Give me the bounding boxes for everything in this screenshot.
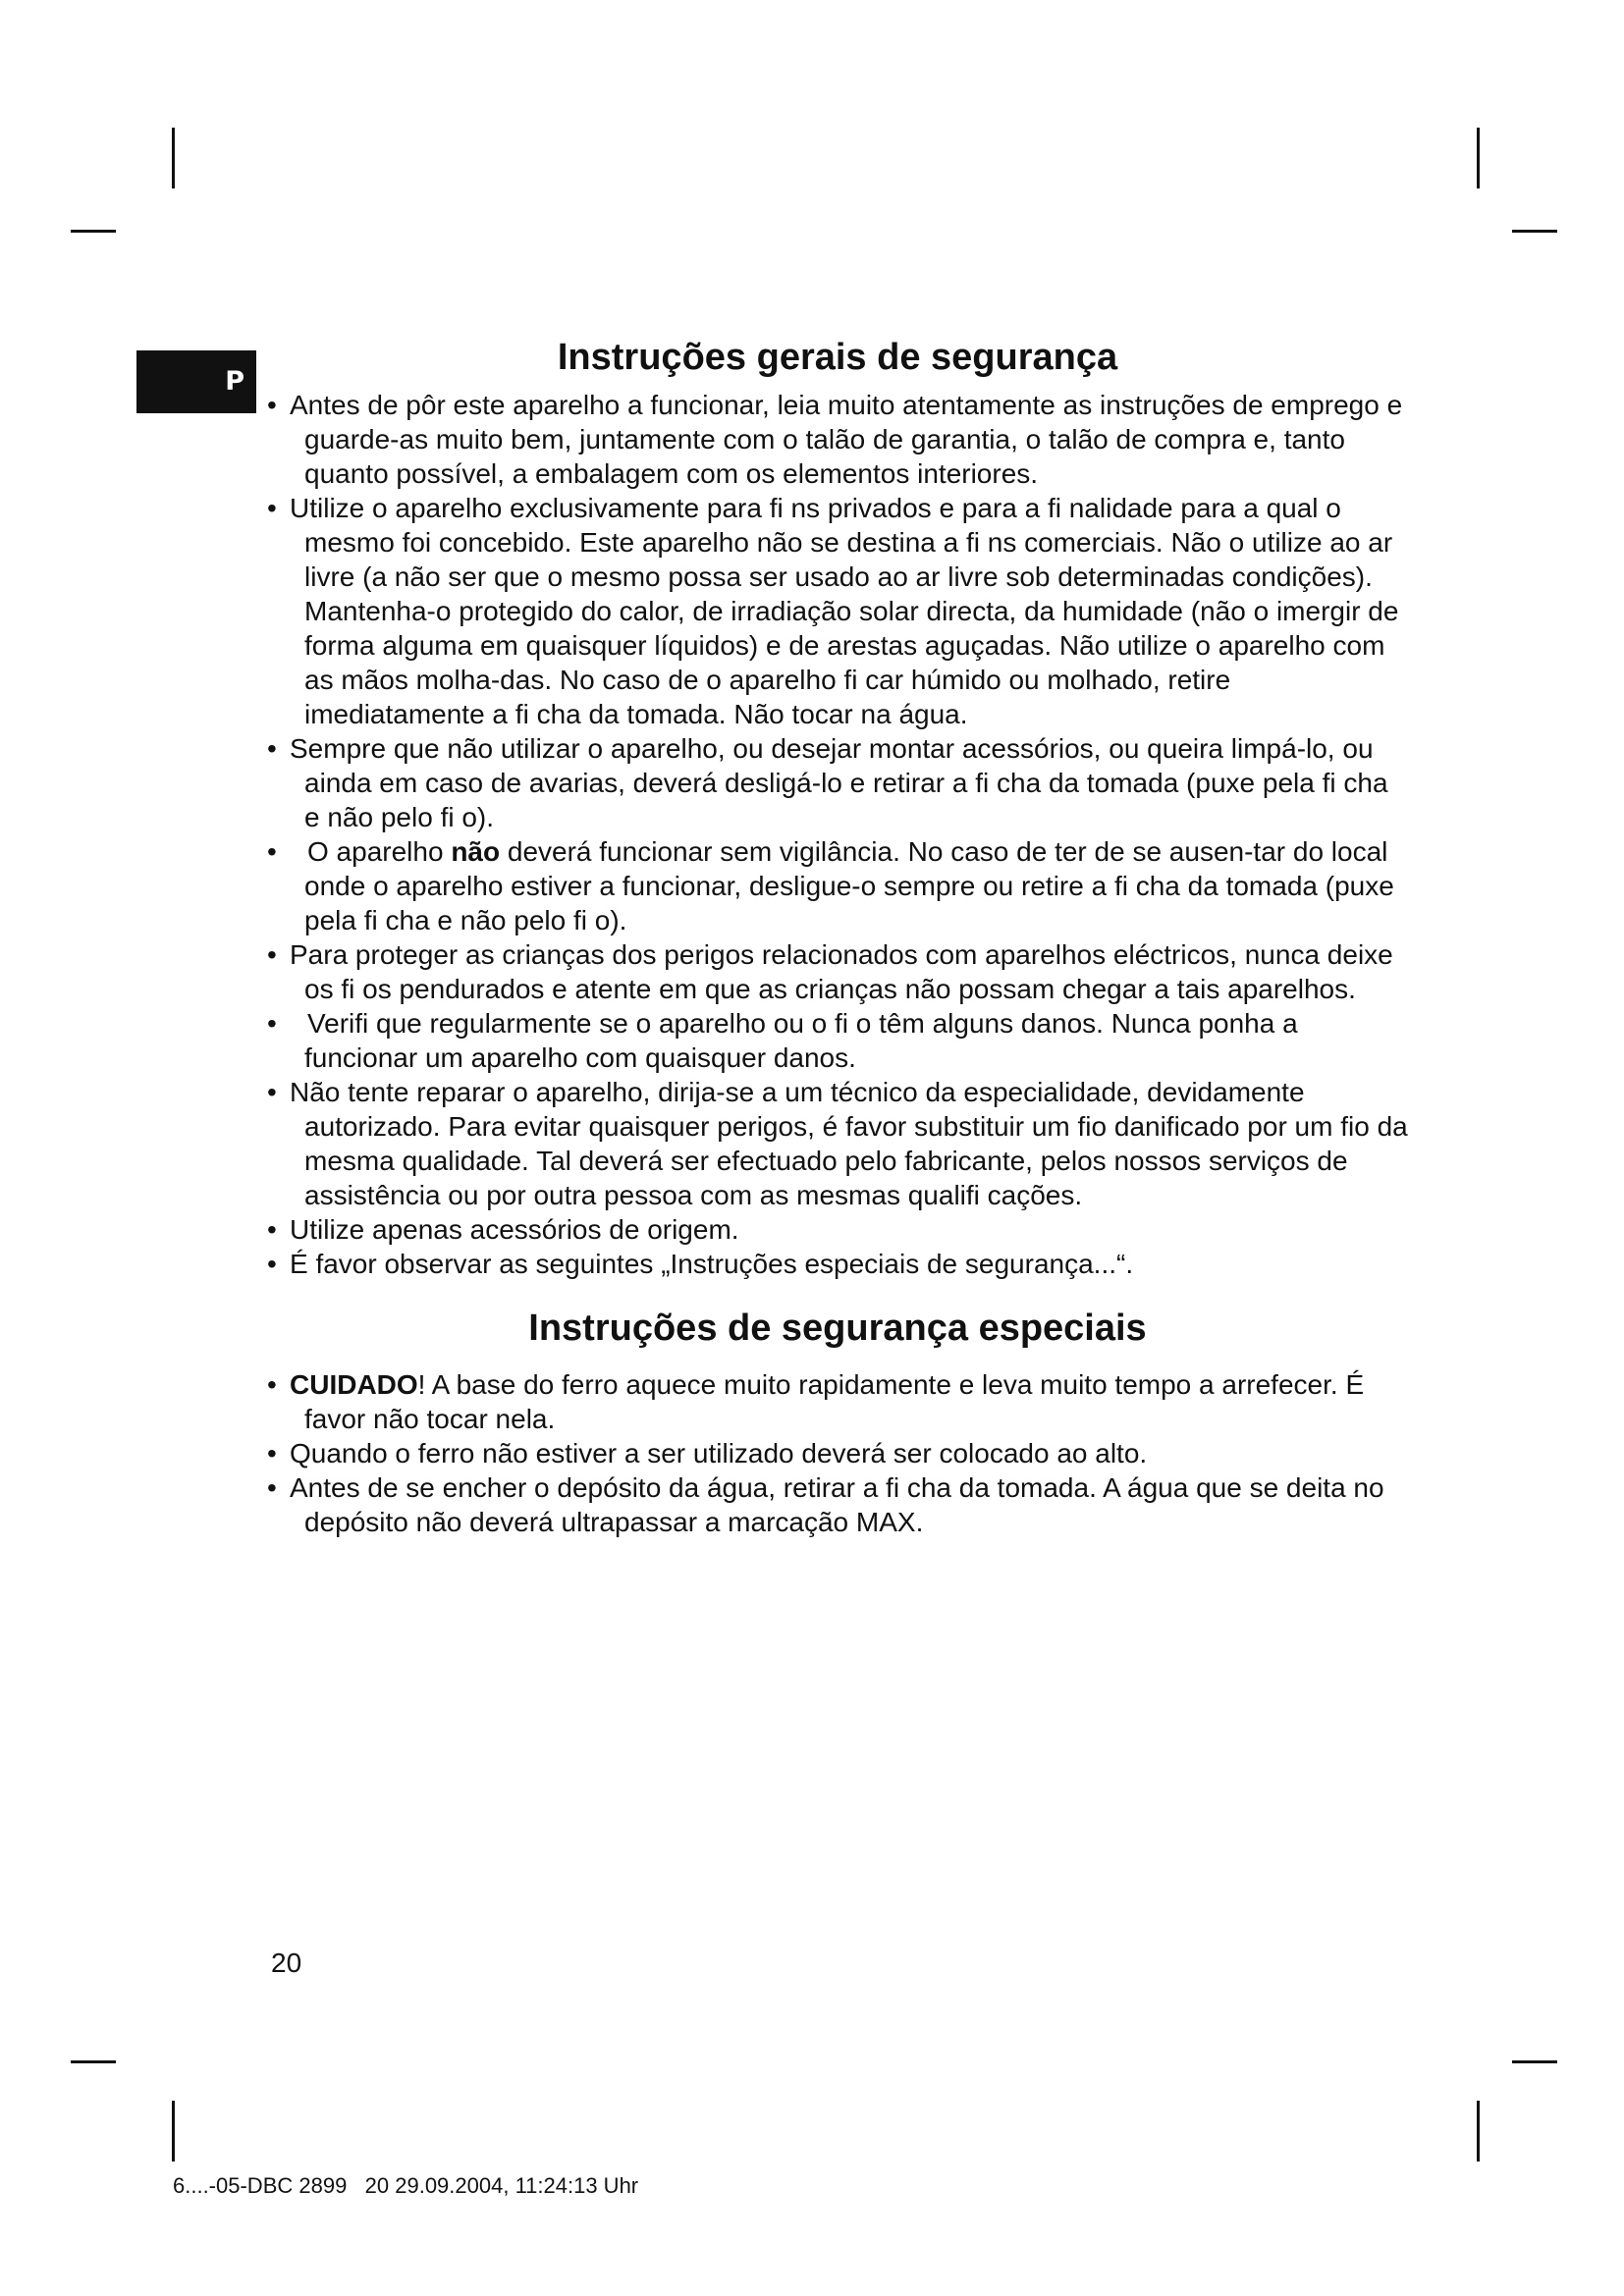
crop-mark — [1512, 2060, 1557, 2063]
crop-mark — [71, 2060, 116, 2063]
list-item — [267, 388, 1408, 491]
list-item — [267, 937, 1408, 1006]
page-number: 20 — [271, 1948, 302, 1978]
item-text: É favor observar as seguintes „Instruções especiais de segurança...“. — [290, 1249, 1134, 1280]
section-title-special-safety: Instruções de segurança especiais — [528, 1308, 1147, 1350]
item-text: Antes de pôr este aparelho a funcionar, leia muito atentamente as instruções de emprego e guarde-as muito bem, juntamente com o talão de garantia, o talão de compra e, tanto quanto possível, a embalagem com os elementos interiores. — [290, 390, 1403, 490]
crop-mark — [172, 2101, 175, 2162]
special-safety-list — [267, 1367, 1408, 1539]
item-text: Não tente reparar o aparelho, dirija-se a um técnico da especialidade, devidamente autorizado. Para evitar quaisquer perigos, é favor substituir um fio danificado por um fio da mesma qualidade. Tal deverá ser efectuado pelo fabricante, pelos nossos serviços de assistência ou por outra pessoa com as mesmas qualifi cações. — [290, 1077, 1408, 1211]
list-item — [267, 1470, 1408, 1539]
item-text: Quando o ferro não estiver a ser utilizado deverá ser colocado ao alto. — [290, 1437, 1148, 1468]
crop-mark — [1512, 230, 1557, 233]
item-text: Antes de se encher o depósito da água, retirar a fi cha da tomada. A água que se deita no depósito não deverá ultrapassar a marcação MAX. — [290, 1471, 1384, 1537]
list-item — [267, 1367, 1408, 1436]
crop-mark — [172, 128, 175, 188]
section-title-general-safety: Instruções gerais de segurança — [557, 337, 1118, 378]
language-tab: P — [136, 350, 256, 413]
item-text: Sempre que não utilizar o aparelho, ou desejar montar acessórios, ou queira limpá-lo, ou ainda em caso de avarias, deverá desligá-lo e retirar a fi cha da tomada (puxe pela fi cha e não pelo fi o). — [290, 733, 1388, 833]
crop-mark — [71, 230, 116, 233]
item-text: Para proteger as crianças dos perigos relacionados com aparelhos eléctricos, nunca deixe os fi os pendurados e atente em que as crianças não possam chegar a tais aparelhos. — [290, 939, 1393, 1005]
item-text: Verifi que regularmente se o aparelho ou o fi o têm alguns danos. Nunca ponha a funcionar um aparelho com quaisquer danos. — [304, 1008, 1298, 1074]
list-item — [267, 1075, 1408, 1212]
print-metadata: 6....-05-DBC 2899 20 29.09.2004, 11:24:13 Uhr — [173, 2173, 639, 2198]
item-text: ! A base do ferro aquece muito rapidamente e leva muito tempo a arrefecer. É favor não tocar nela. — [304, 1368, 1365, 1434]
item-text: Utilize o aparelho exclusivamente para fi ns privados e para a fi nalidade para a qual o mesmo foi concebido. Este aparelho não se destina a fi ns comerciais. Não o utilize ao ar livre (a não ser que o mesmo possa ser usado ao ar livre sob determinadas condições). Mantenha-o protegido do calor, de irradiação solar directa, da humidade (não o imergir de forma alguma em quaisquer líquidos) e de arestas aguçadas. Não utilize o aparelho com as mãos molha-das. No caso de o aparelho fi car húmido ou molhado, retire imediatamente a fi cha da tomada. Não tocar na água. — [290, 493, 1399, 730]
emphasis-text: não — [451, 836, 501, 868]
emphasis-text: CUIDADO — [290, 1368, 418, 1400]
crop-mark — [1477, 128, 1480, 188]
general-safety-list — [267, 388, 1408, 1281]
page-content — [267, 334, 1408, 1539]
item-text: Utilize apenas acessórios de origem. — [290, 1214, 739, 1246]
item-text: deverá funcionar sem vigilância. No caso de ter de se ausen-tar do local onde o aparelho estiver a funcionar, desligue-o sempre ou retire a fi cha da tomada (puxe pela fi cha e não pelo fi o). — [304, 836, 1394, 936]
list-item — [267, 731, 1408, 834]
list-item — [267, 834, 1408, 937]
list-item — [267, 1436, 1408, 1470]
list-item — [267, 1006, 1408, 1075]
list-item — [267, 1247, 1408, 1281]
list-item — [267, 491, 1408, 731]
crop-mark — [1477, 2101, 1480, 2162]
list-item — [267, 1212, 1408, 1247]
item-text: O aparelho — [307, 836, 452, 868]
